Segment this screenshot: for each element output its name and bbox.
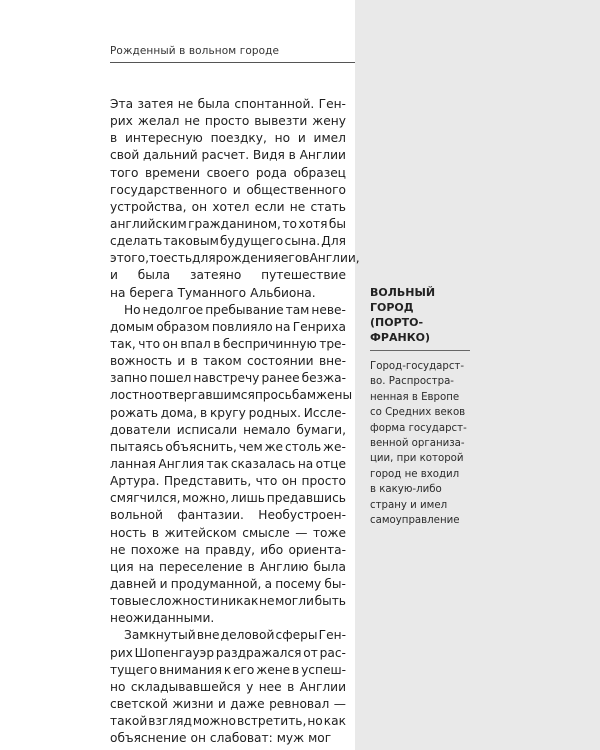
main-text (110, 96, 360, 747)
word: просто (301, 474, 346, 489)
sidebar-note-body (370, 359, 482, 528)
word: к (223, 662, 232, 677)
sidebar-note-line: Город-государст- (370, 361, 465, 372)
text-line (110, 593, 346, 610)
word: затея (137, 97, 174, 111)
word: свой (110, 148, 140, 163)
text-line (110, 319, 346, 336)
word: чем (238, 439, 263, 454)
word: ция (110, 559, 134, 574)
word: вожность (110, 354, 173, 369)
paragraph (110, 96, 360, 302)
word: у (246, 679, 254, 694)
word: он (162, 336, 178, 351)
word: от (303, 645, 318, 660)
word: смягчился, (110, 491, 181, 506)
text-line (110, 387, 353, 404)
word: и (110, 268, 118, 283)
word: встретить, (236, 714, 307, 729)
word: вывезти (254, 114, 308, 129)
word: как (323, 714, 346, 729)
word: и (297, 131, 306, 146)
word: житейском (164, 525, 237, 540)
word: в (213, 336, 221, 351)
word: тоже (312, 525, 346, 540)
text-line (110, 713, 346, 730)
word: сына. (284, 234, 321, 249)
text-line (110, 130, 346, 147)
word: рас- (319, 645, 346, 660)
text-line (110, 542, 346, 559)
text-line (110, 250, 360, 267)
word: гражданином, (188, 216, 281, 231)
word: в (292, 662, 300, 677)
word: там (285, 302, 310, 317)
word: не (110, 542, 126, 557)
word: общественного (246, 182, 346, 197)
word: объяснение (110, 731, 187, 746)
word: успеш- (301, 662, 346, 677)
word: рода (255, 165, 287, 180)
word: Необустроен- (258, 508, 346, 523)
word: Замкнутый (124, 628, 196, 643)
word: внимания (159, 662, 222, 677)
word: так, (110, 336, 136, 351)
text-line (110, 645, 346, 662)
text-line (110, 182, 346, 199)
text-line (110, 490, 346, 507)
word: просьбам (254, 388, 317, 403)
word: отце (315, 456, 346, 471)
sidebar-note-title (370, 285, 482, 345)
word: — (333, 696, 346, 711)
word: была (313, 559, 346, 574)
word: отвергавшимся (154, 388, 255, 403)
word: нее (258, 679, 282, 694)
word: могли (275, 594, 314, 609)
word: Англия (158, 456, 205, 471)
word: слабоват: (209, 731, 273, 746)
word: неве- (311, 302, 346, 317)
text-line (110, 267, 346, 284)
word: тущего (110, 662, 158, 677)
word: для (192, 251, 216, 266)
word: же- (323, 439, 346, 454)
text-line (110, 302, 346, 319)
word: таком (203, 354, 242, 369)
word: на (138, 559, 155, 574)
word: стать (310, 199, 346, 214)
word: объяснить, (165, 439, 237, 454)
word: родных. (248, 405, 301, 420)
word: Англию (259, 559, 309, 574)
word: была (197, 97, 231, 111)
text-line (110, 559, 346, 576)
word: Эта (110, 97, 134, 111)
word: деловой (220, 628, 275, 643)
text-line (110, 422, 346, 439)
word: что (138, 336, 161, 351)
word: такой (110, 714, 148, 729)
word: спонтанной. (234, 97, 315, 111)
word: в (110, 131, 118, 146)
word: вне (196, 628, 220, 643)
word: хотя (298, 216, 328, 231)
sidebar-note-line: во. Распростра- (370, 376, 454, 388)
word: жизни (172, 696, 214, 711)
word: никак (220, 594, 259, 609)
word: продуманной, (170, 576, 262, 591)
word: имел (313, 131, 346, 146)
word: будущего (220, 234, 284, 249)
word: на (184, 542, 200, 557)
word: есть (163, 251, 193, 266)
word: исписали (176, 422, 238, 437)
word: устройства, (110, 199, 187, 214)
word: в (302, 251, 310, 266)
word: а (264, 576, 273, 591)
word: Альбиона. (250, 285, 316, 300)
text-line (110, 165, 346, 182)
word: Для (321, 234, 346, 249)
word: Туманного (177, 285, 247, 300)
word: в (199, 405, 208, 420)
word: не (259, 594, 275, 609)
word: предавшись (266, 491, 346, 506)
text-line (110, 473, 346, 490)
word: товые (110, 594, 149, 609)
word: посему (275, 576, 322, 591)
word: не (177, 97, 194, 111)
word: навстречу (193, 371, 260, 386)
word: в (151, 525, 160, 540)
word: пытаясь (110, 439, 164, 454)
sidebar-note (370, 285, 482, 528)
word: неожиданными. (110, 611, 215, 626)
word: беспричинную (222, 336, 317, 351)
word: так (206, 456, 229, 471)
word: давней (110, 576, 157, 591)
word: ланная (110, 456, 156, 471)
word: он (190, 731, 206, 746)
word: лостно (110, 388, 155, 403)
sidebar-note-rule (370, 350, 470, 351)
word: образец (293, 165, 346, 180)
sidebar-note-line: форма государст- (370, 422, 467, 434)
word: мог (308, 731, 332, 746)
word: запно (110, 371, 148, 386)
text-line (110, 405, 346, 422)
word: не (289, 199, 306, 214)
word: ранее (261, 371, 300, 386)
word: тре- (319, 336, 346, 351)
word: немало (243, 422, 291, 437)
word: образом (156, 319, 210, 334)
word: состоянии (247, 354, 314, 369)
sidebar-note-line: страну и имел (370, 499, 448, 511)
text-line (110, 662, 346, 679)
word: его (233, 662, 255, 677)
word: Ген- (318, 628, 346, 643)
word: бы- (324, 576, 346, 591)
word: Иссле- (303, 405, 346, 420)
paragraph (110, 302, 353, 628)
word: лишь (230, 491, 265, 506)
word: если (254, 199, 285, 214)
text-line (110, 730, 346, 747)
text-line (110, 507, 346, 524)
word: он (191, 199, 208, 214)
text-line (110, 456, 346, 473)
word: повлияло (211, 319, 273, 334)
word: — (295, 525, 308, 540)
word: смысле (242, 525, 290, 540)
word: дальний (143, 148, 198, 163)
word: можно (192, 714, 236, 729)
word: светской (110, 696, 168, 711)
word: была (137, 268, 171, 283)
word: этого, (110, 251, 149, 266)
word: муж (276, 731, 305, 746)
word: английским (110, 216, 187, 231)
word: безжа- (301, 371, 346, 386)
word: дома, (160, 405, 198, 420)
word: то (148, 251, 164, 266)
word: фантазии. (177, 508, 244, 523)
word: на (275, 319, 291, 334)
word: жене (256, 662, 291, 677)
word: своего (206, 165, 250, 180)
running-head: Рожденный в вольном городе (110, 45, 280, 57)
word: бы (328, 216, 346, 231)
sidebar-note-line: город не входил (370, 468, 460, 480)
sidebar-note-line: ции, при которой (370, 453, 464, 465)
word: недолгое (142, 302, 204, 317)
word: раздражался (215, 645, 302, 660)
word: ность (110, 525, 147, 540)
text-line (110, 679, 346, 696)
word: сделать (110, 234, 163, 249)
text-line (110, 525, 346, 542)
sidebar-note-line: венной организа- (370, 437, 465, 449)
word: Шопенгауэр (134, 645, 215, 660)
word: похоже (130, 542, 180, 557)
text-line (110, 439, 346, 456)
word: в (288, 148, 296, 163)
word: переселение (159, 559, 243, 574)
sidebar-note-line: ненная в Европе (370, 391, 460, 403)
text-line (110, 353, 346, 370)
text-line (110, 696, 346, 713)
sidebar-note-line: в какую-либо (370, 484, 442, 496)
word: что (255, 474, 278, 489)
sidebar-note-line: самоуправление (370, 514, 460, 526)
word: его (280, 251, 303, 266)
word: взгляд (148, 714, 192, 729)
word: просто (204, 114, 250, 129)
word: желал (137, 114, 180, 129)
word: даже (230, 696, 265, 711)
word: Англии (299, 679, 346, 694)
word: правду, (205, 542, 256, 557)
word: сказалась (230, 456, 296, 471)
word: времени (145, 165, 200, 180)
word: таковым (163, 234, 219, 249)
sidebar-note-title-line: (ПОРТО-ФРАНКО) (370, 316, 431, 344)
word: берега (129, 285, 174, 300)
word: но (274, 131, 291, 146)
word: домым (110, 319, 154, 334)
word: расчет. (201, 148, 250, 163)
text-line (110, 199, 346, 216)
sidebar-note-title-line: ВОЛЬНЫЙ ГОРОД (370, 286, 436, 314)
word: вольной (110, 508, 163, 523)
sidebar-note-line: со Средних веков (370, 407, 466, 419)
word: и (217, 696, 226, 711)
word: в (287, 679, 295, 694)
word: впал (180, 336, 211, 351)
word: и (232, 182, 241, 197)
word: быть (314, 594, 346, 609)
word: столь (284, 439, 322, 454)
word: он (281, 474, 298, 489)
word: ибо (260, 542, 284, 557)
word: ориента- (288, 542, 346, 557)
word: в (190, 354, 198, 369)
text-line (110, 627, 346, 644)
word: того (110, 165, 139, 180)
word: Представить, (163, 474, 252, 489)
word: ревновал (269, 696, 330, 711)
text-line (110, 96, 346, 113)
text-line (110, 113, 346, 130)
text-line (110, 216, 346, 233)
word: но (307, 714, 323, 729)
word: на (297, 456, 314, 471)
text-line (110, 576, 346, 593)
word: рих (110, 645, 133, 660)
word: вне- (318, 354, 346, 369)
word: но (110, 679, 126, 694)
word: сложности (149, 594, 220, 609)
word: в (247, 559, 255, 574)
word: жену (312, 114, 346, 129)
word: государственного (110, 182, 228, 197)
word: можно, (182, 491, 230, 506)
text-line (110, 147, 346, 164)
word: кругу (209, 405, 246, 420)
word: бумаги, (296, 422, 346, 437)
text-line (110, 336, 346, 353)
word: Видя (252, 148, 285, 163)
text-line (110, 285, 346, 302)
word: затеяно (189, 268, 242, 283)
word: хотел (212, 199, 250, 214)
header-rule (110, 62, 355, 63)
word: жены (316, 388, 353, 403)
paragraph (110, 627, 346, 747)
word: на (110, 285, 126, 300)
word: пребывание (205, 302, 284, 317)
word: и (177, 354, 186, 369)
word: путешествие (261, 268, 346, 283)
word: складывавшейся (130, 679, 241, 694)
word: и (159, 576, 168, 591)
word: пошел (149, 371, 192, 386)
word: рих (110, 114, 133, 129)
word: Артура. (110, 474, 160, 489)
word: Ген- (318, 97, 346, 111)
word: Генриха (292, 319, 346, 334)
word: рождения (215, 251, 281, 266)
word: сферы (275, 628, 318, 643)
word: дователи (110, 422, 171, 437)
word: то (282, 216, 297, 231)
word: Англии, (309, 251, 360, 266)
word: Англии (299, 148, 346, 163)
text-line (110, 233, 346, 250)
word: же (264, 439, 284, 454)
word: интересную (124, 131, 203, 146)
word: не (184, 114, 200, 129)
word: рожать (110, 405, 158, 420)
text-line (110, 610, 346, 627)
word: Но (124, 302, 141, 317)
text-line (110, 370, 346, 387)
word: поездку, (210, 131, 267, 146)
